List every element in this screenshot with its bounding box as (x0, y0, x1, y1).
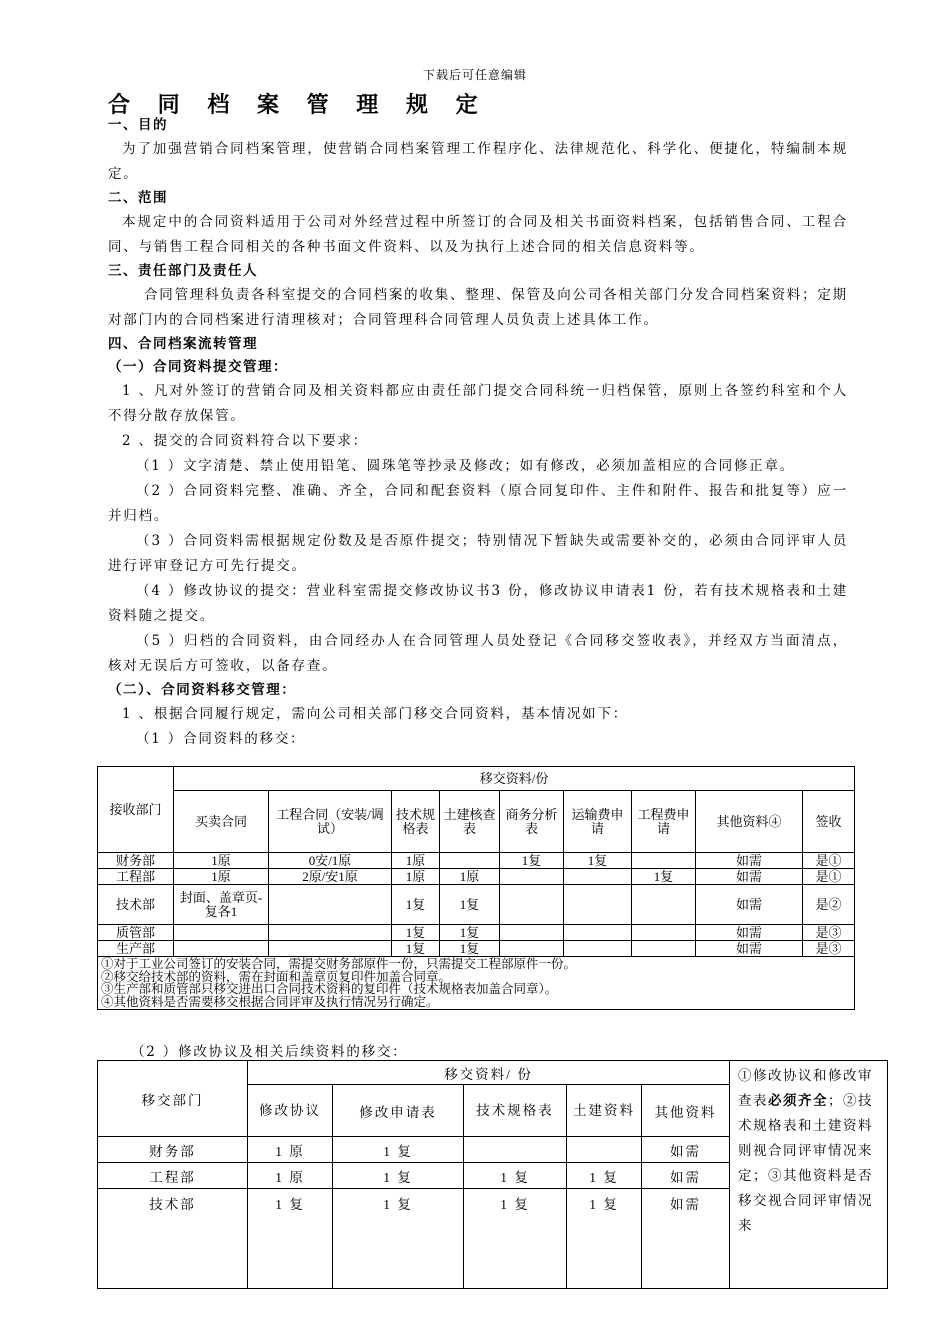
table-cell: 如需 (642, 1137, 730, 1163)
table-cell: 如需 (642, 1163, 730, 1189)
table-cell: 是③ (803, 941, 855, 957)
table-cell: 封面、盖章页-复各1 (174, 885, 269, 925)
table-cell: 1复 (500, 853, 564, 869)
col-header: 其他资料④ (696, 791, 803, 853)
table-cell (464, 1137, 567, 1163)
table-cell: 1复 (392, 941, 440, 957)
table-cell: 如需 (642, 1189, 730, 1289)
amendment-transfer-table (97, 1060, 888, 1289)
note-line: ①对于工业公司签订的安装合同，需提交财务部原件一份，只需提交工程部原件一份。 (101, 957, 577, 971)
dept-cell: 工程部 (98, 1163, 248, 1189)
table-cell: 如需 (696, 869, 803, 885)
col-header: 工程合同（安装/调试） (269, 791, 392, 853)
paragraph: 1 、根据合同履行规定，需向公司相关部门移交合同资料，基本情况如下： (122, 706, 629, 722)
table-cell: 是① (803, 869, 855, 885)
col-header: 其他资料 (642, 1085, 730, 1137)
col-header: 运输费申请 (564, 791, 632, 853)
col-header: 签收 (803, 791, 855, 853)
side-note-text: ①修改协议和修改审查表 (738, 1068, 874, 1108)
table-cell (632, 941, 696, 957)
table-cell (500, 885, 564, 925)
note-line: ③生产部和质管部只移交进出口合同技术资料的复印件（技术规格表加盖合同章）。 (101, 982, 558, 996)
table-notes (98, 957, 855, 1010)
requirement-item: （4 ）修改协议的提交：营业科室需提交修改协议书3 份，修改协议申请表1 份，若有技术规格表和土建资料随之提交。 (108, 583, 848, 624)
table-cell: 1 复 (333, 1137, 464, 1163)
table-cell: 1复 (392, 885, 440, 925)
table-row (98, 941, 855, 957)
table-cell: 1复 (440, 941, 500, 957)
table-row (98, 885, 855, 925)
dept-cell: 财务部 (98, 853, 174, 869)
dept-cell: 质管部 (98, 925, 174, 941)
table-row (98, 925, 855, 941)
requirement-item: （2 ）合同资料完整、准确、齐全，合同和配套资料（原合同复印件、主件和附件、报告和批复等）应一并归档。 (108, 483, 848, 524)
dept-cell: 技术部 (98, 885, 174, 925)
table-cell: 1 复 (464, 1189, 567, 1289)
table-cell: 1复 (632, 869, 696, 885)
dept-cell: 工程部 (98, 869, 174, 885)
col-header: 土建核查表 (440, 791, 500, 853)
table-cell: 如需 (696, 941, 803, 957)
header-dept: 移交部门 (98, 1061, 248, 1137)
table-row (98, 869, 855, 885)
table-cell (500, 869, 564, 885)
paragraph: 为了加强营销合同档案管理，使营销合同档案管理工作程序化、法律规范化、科学化、便捷化，特编制本规定。 (108, 141, 848, 182)
header-group: 移交资料/份 (174, 767, 855, 791)
note-line: ④其他资料是否需要移交根据合同评审及执行情况另行确定。 (101, 994, 439, 1009)
contract-transfer-table (97, 766, 855, 1010)
col-header: 商务分析表 (500, 791, 564, 853)
table-cell: 1复 (440, 885, 500, 925)
side-note (730, 1061, 888, 1289)
section-heading: 一、目的 (108, 117, 168, 133)
table-cell: 1复 (440, 925, 500, 941)
table-cell: 是③ (803, 925, 855, 941)
paragraph: （1 ）合同资料的移交： (136, 731, 306, 747)
document-body (108, 114, 848, 752)
requirement-item: （5 ）归档的合同资料，由合同经办人在合同管理人员处登记《合同移交签收表》，并经双方当面清点，核对无误后方可签收，以备存查。 (108, 633, 848, 674)
table-cell (269, 941, 392, 957)
table-cell: 1 原 (248, 1137, 333, 1163)
table-cell: 如需 (696, 853, 803, 869)
paragraph: 1 、凡对外签订的营销合同及相关资料都应由责任部门提交合同科统一归档保管，原则上各签约科室和个人不得分散存放保管。 (108, 383, 848, 424)
table-cell: 1 复 (248, 1189, 333, 1289)
dept-cell: 技术部 (98, 1189, 248, 1289)
table-cell: 1原 (392, 869, 440, 885)
table-cell: 1原 (440, 869, 500, 885)
table-cell: 如需 (696, 885, 803, 925)
section-heading: 四、合同档案流转管理 (108, 336, 258, 352)
table-cell (632, 853, 696, 869)
table2-caption: （2 ）修改协议及相关后续资料的移交： (131, 1044, 408, 1060)
table-cell (632, 925, 696, 941)
col-header: 修改协议 (248, 1085, 333, 1137)
table-cell: 1原 (174, 869, 269, 885)
table-cell: 1 原 (248, 1163, 333, 1189)
table-cell: 是② (803, 885, 855, 925)
section-heading: 三、责任部门及责任人 (108, 263, 258, 279)
table-cell (632, 885, 696, 925)
table-cell: 2原/安1原 (269, 869, 392, 885)
col-header: 工程费申请 (632, 791, 696, 853)
subsection-heading: （二）、合同资料移交管理： (108, 682, 297, 698)
requirement-item: （1 ）文字清楚、禁止使用铅笔、圆珠笔等抄录及修改；如有修改，必须加盖相应的合同修正章。 (136, 458, 796, 474)
section-heading: 二、范围 (108, 190, 168, 206)
table-cell (174, 941, 269, 957)
table-cell: 0安/1原 (269, 853, 392, 869)
paragraph: 2 、提交的合同资料符合以下要求： (122, 433, 368, 449)
dept-cell: 生产部 (98, 941, 174, 957)
table-cell (564, 885, 632, 925)
table-cell (440, 853, 500, 869)
table-cell (564, 941, 632, 957)
note-line: ②移交给技术部的资料，需在封面和盖章页复印件加盖合同章。 (101, 969, 452, 984)
col-header: 修改申请表 (333, 1085, 464, 1137)
table-cell: 1 复 (464, 1163, 567, 1189)
requirement-item: （3 ）合同资料需根据规定份数及是否原件提交；特别情况下暂缺失或需要补交的，必须由合同评审人员进行评审登记方可先行提交。 (108, 533, 848, 574)
table-cell: 1原 (392, 853, 440, 869)
table-cell (269, 925, 392, 941)
col-header: 技术规格表 (392, 791, 440, 853)
col-header: 技术规格表 (464, 1085, 567, 1137)
dept-cell: 财务部 (98, 1137, 248, 1163)
table-cell: 如需 (696, 925, 803, 941)
table-cell (564, 925, 632, 941)
table-cell (567, 1137, 642, 1163)
col-header: 土建资料 (567, 1085, 642, 1137)
table-cell: 1 复 (567, 1189, 642, 1289)
table-cell: 1原 (174, 853, 269, 869)
paragraph: 本规定中的合同资料适用于公司对外经营过程中所签订的合同及相关书面资料档案，包括销售合同、工程合同、与销售工程合同相关的各种书面文件资料、以及为执行上述合同的相关信息资料等。 (108, 214, 848, 255)
table-cell: 1 复 (333, 1163, 464, 1189)
side-note-text: ；②技术规格表和土建资料则视合同评审情况来定；③其他资料是否移交视合同评审情况来 (738, 1093, 874, 1233)
table-cell: 1 复 (567, 1163, 642, 1189)
side-note-emphasis: 必须齐全 (768, 1093, 829, 1108)
table-cell (564, 869, 632, 885)
table-row (98, 853, 855, 869)
paragraph: 合同管理科负责各科室提交的合同档案的收集、整理、保管及向公司各相关部门分发合同档案资料；定期对部门内的合同档案进行清理核对；合同管理科合同管理人员负责上述具体工作。 (108, 287, 848, 328)
subsection-heading: （一）合同资料提交管理： (108, 359, 288, 375)
header-note: 下载后可任意编辑 (422, 68, 527, 82)
header-group: 移交资料/ 份 (248, 1061, 730, 1085)
table-cell: 1复 (392, 925, 440, 941)
notes-row (98, 957, 855, 1010)
header-receiver: 接收部门 (98, 767, 174, 853)
table-cell: 1复 (564, 853, 632, 869)
document-title: 合 同 档 案 管 理 规 定 (108, 93, 488, 118)
table-cell (500, 925, 564, 941)
table-cell (174, 925, 269, 941)
col-header: 买卖合同 (174, 791, 269, 853)
table-cell (500, 941, 564, 957)
table-cell (269, 885, 392, 925)
table-cell: 1 复 (333, 1189, 464, 1289)
table-cell: 是① (803, 853, 855, 869)
